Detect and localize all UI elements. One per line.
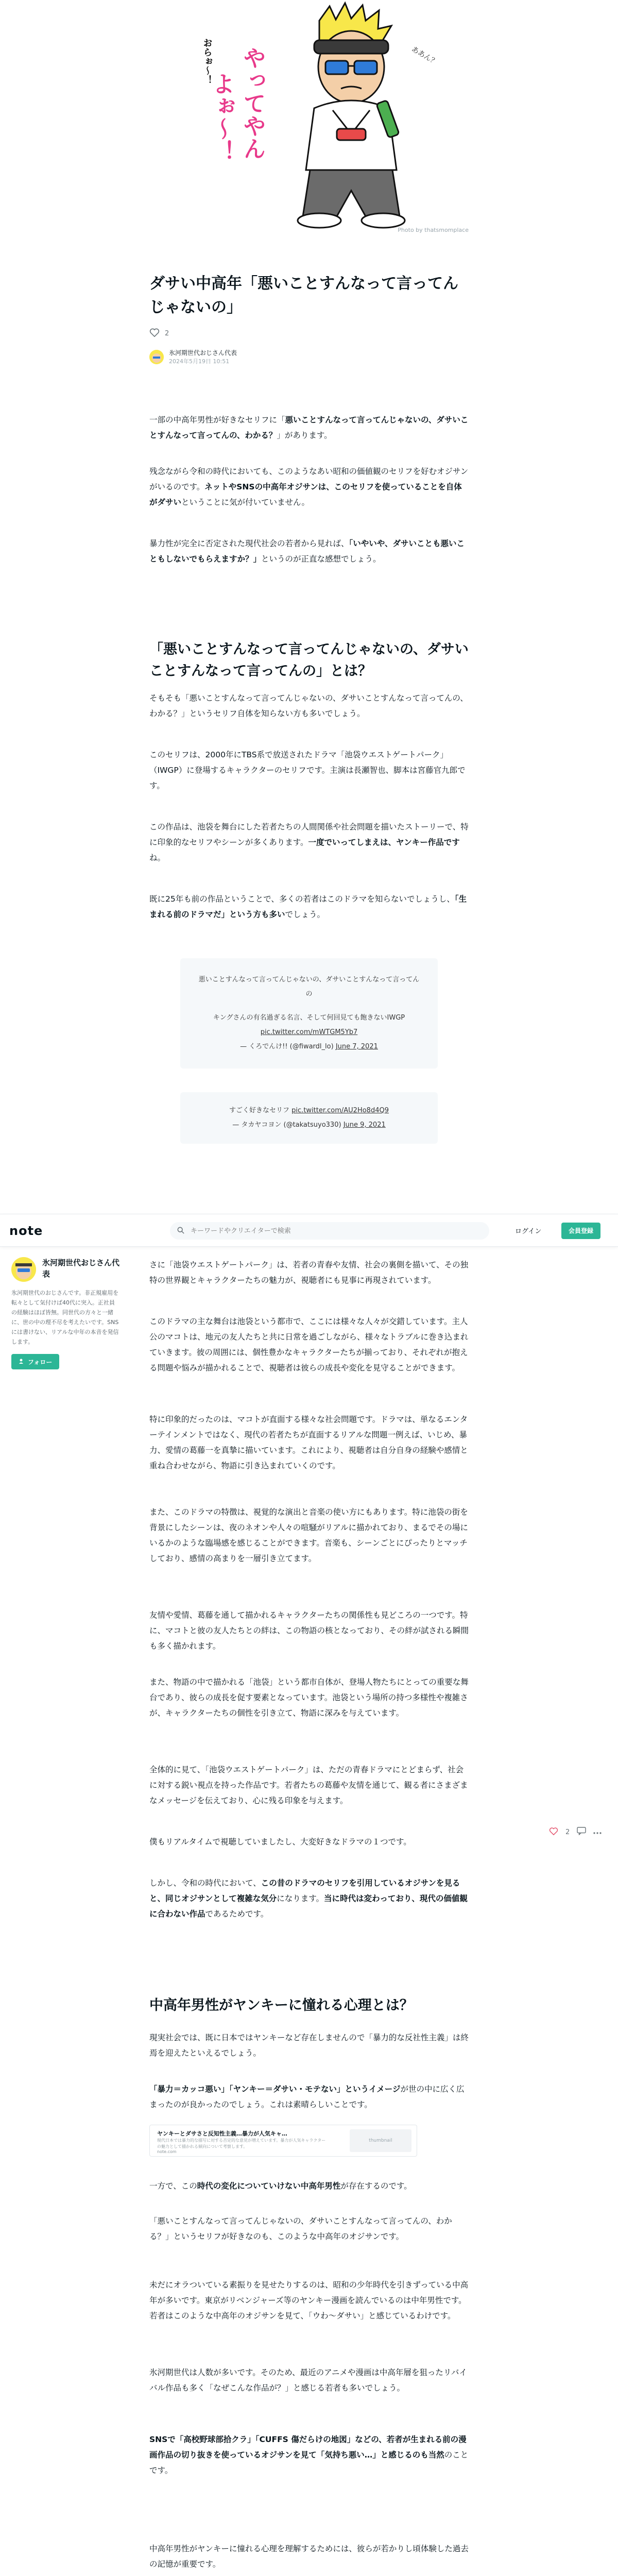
author-name[interactable]: 氷河期世代おじさん代表	[169, 349, 237, 357]
author-sidebar	[11, 1257, 119, 1369]
link-card-thumbnail: thumbnail	[350, 2129, 411, 2152]
sidebar-author-bio: 氷河期世代のおじさんです。非正規雇用を転々として気付けば40代に突入。正社員の経験はほぼ皆無。同世代の方々と一緒に、世の中の理不尽を考えたいです。SNSには書けない、リアルな中年の本音を発信します。	[11, 1290, 119, 1345]
tweet-line: すごく好きなセリフ pic.twitter.com/AU2Ho8d4Q9	[229, 1107, 389, 1114]
like-count: 2	[165, 329, 169, 337]
tweet-link[interactable]: pic.twitter.com/mWTGM5Yb7	[260, 1028, 358, 1036]
search-input[interactable]	[190, 1227, 478, 1235]
follow-button[interactable]	[11, 1354, 59, 1369]
author-row[interactable]	[149, 348, 237, 365]
section1-paragraph-6: このドラマの主な舞台は池袋という都市で、ここには様々な人々が交錯しています。主人公のマコトは、地元の友人たちと共に日常を過ごしながら、様々なトラブルに巻き込まれていきます。彼の周囲には、個性豊かなキャラクターたちが揃っており、それぞれが抱える問題や悩みが描かれることで、視聴者は彼らの成長や変化を見守ることができます。	[149, 1317, 469, 1372]
link-card-source: note.com	[157, 2149, 177, 2154]
section2-paragraph-3: 一方で、この時代の変化についていけない中高年男性が存在するのです。	[149, 2181, 412, 2191]
float-like-count: 2	[565, 1828, 570, 1836]
hero-text-2: よぉ～！	[208, 72, 235, 163]
section1-paragraph-1: そもそも「悪いことすんなって言ってんじゃないの、ダサいことすんなって言ってんの、わかる？」というセリフ自体を知らない方も多いでしょう。	[149, 693, 468, 718]
note-logo[interactable]: note	[9, 1224, 43, 1238]
search-box[interactable]	[170, 1222, 489, 1240]
yankee-character	[298, 3, 405, 228]
intro-paragraph-2: 残念ながら令和の時代においても、このようなあい昭和の価値観のセリフを好むオジサンがいるのです。ネットやSNSの中高年オジサンは、このセリフを使っていることを自体がダサいということに気が付いていません。	[149, 467, 469, 507]
image-credit: Photo by thatsmomplace	[398, 227, 469, 233]
hero-illustration	[149, 0, 469, 237]
section1-paragraph-11: 全体的に見て、「池袋ウエストゲートパーク」は、ただの青春ドラマにとどまらず、社会に対する鋭い視点を持った作品です。若者たちの葛藤や友情を通じて、観る者にさまざまなメッセージを伝えており、心に残る印象を与えます。	[149, 1765, 468, 1805]
tweet-date-link[interactable]: June 7, 2021	[335, 1043, 378, 1050]
link-card[interactable]	[149, 2125, 417, 2157]
tweet-text: 悪いことすんなって言ってんじゃないの、ダサいことすんなって言ってんの	[198, 976, 420, 998]
comment-icon[interactable]	[577, 1827, 586, 1837]
section1-paragraph-13: しかし、令和の時代において、この昔のドラマのセリフを引用しているオジサンを見ると、同じオジサンとして複雑な気分になります。当に時代は変わっており、現代の価値観に合わない作品であるためです。	[149, 1878, 468, 1919]
section2-paragraph-5: 未だにオラついている素振りを見せたりするのは、昭和の少年時代を引きずっている中高年が多いです。東京がリベンジャーズ等のヤンキー漫画を読んでいるのは中年男性です。若者はこのような中高年のオジサンを見て、「ウわ～ダサい」と感じているわけです。	[149, 2280, 469, 2320]
hero-small-text: おらぉ～！	[201, 38, 213, 84]
sidebar-avatar[interactable]	[11, 1257, 36, 1282]
top-navigation-bar	[0, 1214, 618, 1247]
hero-speech: ああん？	[410, 45, 439, 67]
follow-label: フォロー	[28, 1358, 53, 1366]
heart-icon[interactable]	[149, 328, 160, 339]
signup-button[interactable]: 会員登録	[561, 1223, 600, 1239]
author-avatar[interactable]	[149, 350, 164, 364]
section-heading-2: 中高年男性がヤンキーに憧れる心理とは？	[149, 1997, 414, 2013]
article-title: ダサい中高年「悪いことすんなって言ってんじゃないの」	[149, 275, 458, 316]
more-menu-icon[interactable]	[593, 1828, 602, 1836]
section1-paragraph-7: 特に印象的だったのは、マコトが直面する様々な社会問題です。ドラマは、単なるエンターテインメントではなく、現代の若者たちが直面するリアルな問題一例えば、いじめ、暴力、愛情の葛藤一を真摯に描いています。これにより、視聴者は自分自身の経験や感情と重ね合わせながら、物語に引き込まれていくのです。	[149, 1415, 468, 1470]
link-card-title: ヤンキーとダサさと反知性主義…暴力が人気キャ…	[157, 2130, 287, 2137]
section2-paragraph-1: 現実社会では、既に日本ではヤンキーなど存在しませんので「暴力的な反社性主義」は終焉を迎えたといえるでしょう。	[149, 2033, 469, 2058]
user-plus-icon	[19, 1358, 25, 1366]
section2-paragraph-7: SNSで「高校野球部拾クラ」「CUFFS 傷だらけの地図」などの、若者が生まれる前の漫画作品の切り抜きを使っているオジサンを見て「気持ち悪い…」と感じるのも当然のことです。	[149, 2435, 469, 2475]
tweet-link-2[interactable]: pic.twitter.com/AU2Ho8d4Q9	[291, 1107, 389, 1114]
sidebar-author-name[interactable]: 氷河期世代おじさん代表	[42, 1258, 120, 1279]
floating-actions	[549, 1827, 602, 1837]
embedded-tweet-2[interactable]	[180, 1092, 438, 1144]
section2-paragraph-2: 「暴力＝カッコ悪い」「ヤンキー＝ダサい・モテない」というイメージが世の中に広く広まったのが良かったのでしょう。これは素晴らしいことです。	[149, 2084, 465, 2109]
tweet-date-link-2[interactable]: June 9, 2021	[343, 1121, 386, 1129]
hero-text-1: やってやん	[239, 46, 266, 160]
intro-paragraph-3: 暴力性が完全に否定された現代社会の若者から見れば、「いやいや、ダサいことも悪いこともしないでもらえますか？」というのが正直な感想でしょう。	[149, 539, 465, 564]
section1-paragraph-4: 既に25年も前の作品ということで、多くの若者はこのドラマを知らないでしょうし、「生まれる前のドラマだ」という方も多いでしょう。	[149, 894, 467, 919]
section1-paragraph-3: この作品は、池袋を舞台にした若者たちの人間関係や社会問題を描いたストーリーで、特に印象的なセリフやシーンが多くあります。一度でいってしまえは、ヤンキー作品ですね。	[149, 822, 469, 862]
section1-paragraph-9: 友情や愛情、葛藤を通して描かれるキャラクターたちの関係性も見どころの一つです。特に、マコトと彼の友人たちとの絆は、この物語の核となっており、その絆が試される瞬間も多く描かれます。	[149, 1611, 469, 1651]
link-card-description: 現代日本では暴力的な描写に対する否定的な意見が増えています。暴力が人気キャラクターの魅力として描かれる傾向について考察します。	[157, 2138, 326, 2149]
tweet-attribution-2: — タカヤコヨン (@takatsuyo330) June 9, 2021	[232, 1121, 386, 1129]
search-icon	[177, 1226, 184, 1236]
intro-paragraph-1: 一部の中高年男性が好きなセリフに「悪いことすんなって言ってんじゃないの、ダサいことすんなって言ってんの、わかる？」があります。	[149, 415, 469, 440]
tweet-attribution: — くろでんけ!! (@fiwardl_lo) June 7, 2021	[240, 1043, 378, 1050]
embedded-tweet-1[interactable]	[180, 958, 438, 1069]
section2-paragraph-6: 氷河期世代は人数が多いです。そのため、最近のアニメや漫画は中高年層を狙ったリバイバル作品も多く「なぜこんな作品が？」と感じる若者も多いでしょう。	[149, 2368, 467, 2393]
tweet-text-2: キングさんの有名過ぎる名言、そして何回見ても飽きないIWGP	[213, 1014, 405, 1022]
section-heading-1: 「悪いことすんなって言ってんじゃないの、ダサいことすんなって言ってんの」とは？	[149, 641, 469, 679]
yankee-cartoon-image	[149, 0, 469, 237]
section1-paragraph-8: また、このドラマの特徴は、視覚的な演出と音楽の使い方にもあります。特に池袋の街を背景にしたシーンは、夜のネオンや人々の喧騒がリアルに描かれており、まるでその場にいるかのような臨場感を感じることができます。音楽も、シーンごとにぴったりとマッチしており、感情の高まりを一層引き立てます。	[149, 1507, 468, 1563]
section1-paragraph-10: また、物語の中で描かれる「池袋」という都市自体が、登場人物たちにとっての重要な舞台であり、彼らの成長を促す要素となっています。池袋という場所の持つ多様性や複雑さが、キャラクターたちの個性を引き立て、物語に深みを与えています。	[149, 1677, 469, 1718]
float-heart-icon[interactable]	[549, 1827, 558, 1837]
section1-paragraph-2: このセリフは、2000年にTBS系で放送されたドラマ「池袋ウエストゲートパーク」（IWGP）に登場するキャラクターのセリフです。主演は長瀬智也、脚本は宮藤官九郎です。	[149, 750, 466, 790]
like-row	[149, 328, 169, 339]
section2-paragraph-4: 「悪いことすんなって言ってんじゃないの、ダサいことすんなって言ってんの、わかる？」というセリフが好きなのも、このような中高年のオジサンです。	[149, 2216, 452, 2241]
section1-paragraph-5: さに「池袋ウエストゲートパーク」は、若者の青春や友情、社会の裏側を描いて、その独特の世界観とキャラクターたちの魅力が、視聴者にも見事に再現されています。	[149, 1260, 469, 1285]
section1-paragraph-12: 僕もリアルタイムで視聴していましたし、大変好きなドラマの１つです。	[149, 1837, 411, 1846]
publish-date: 2024年5月19日 10:51	[169, 358, 230, 365]
section2-paragraph-8: 中高年男性がヤンキーに憧れる心理を理解するためには、彼らが若かりし頃体験した過去の記憶が重要です。	[149, 2544, 469, 2569]
login-link[interactable]: ログイン	[515, 1228, 542, 1235]
